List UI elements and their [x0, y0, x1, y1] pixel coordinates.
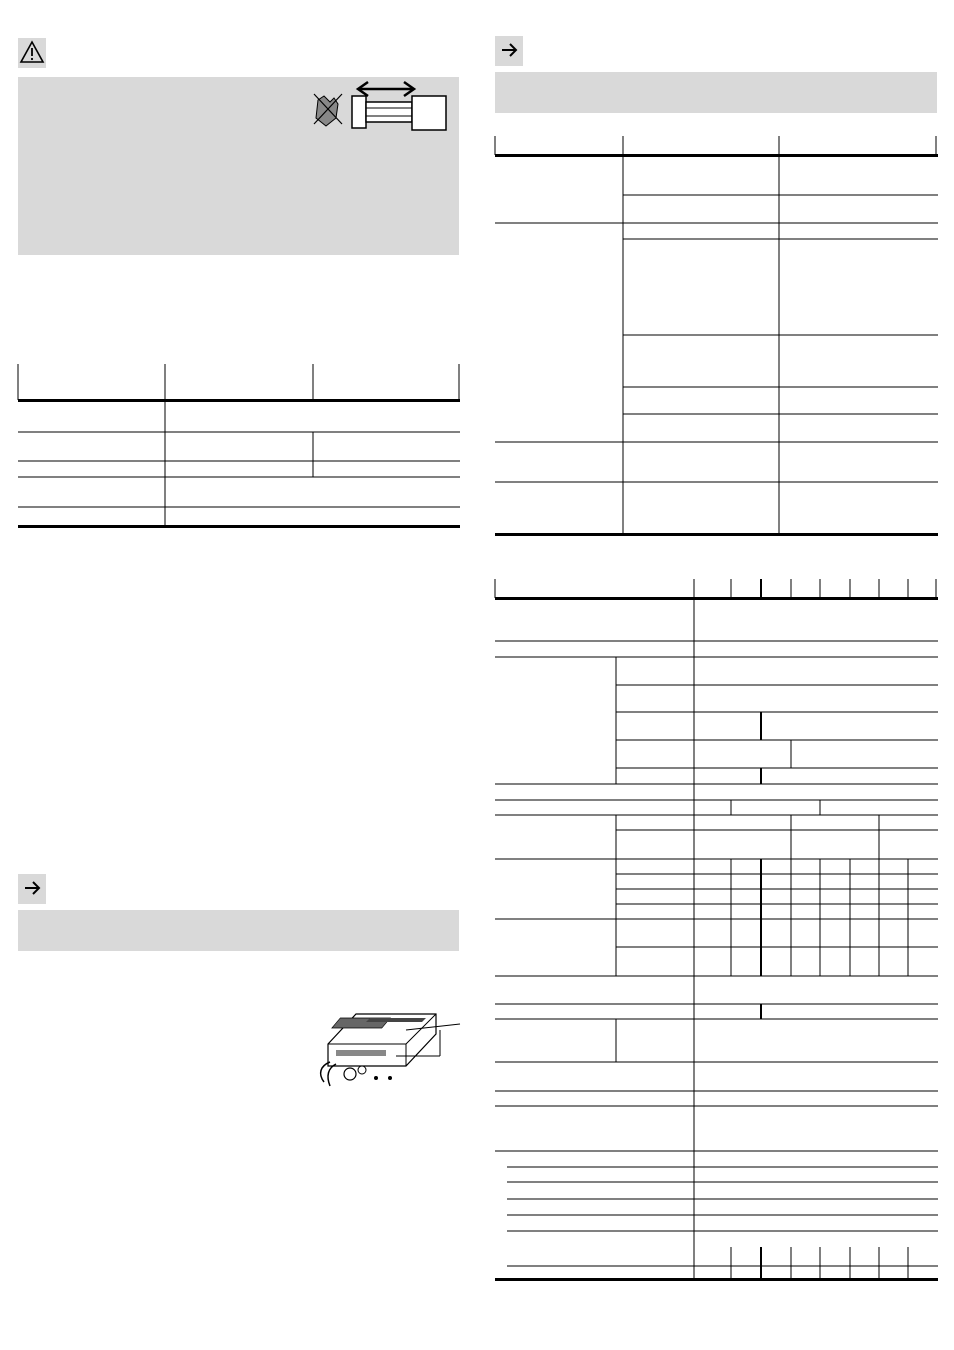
note-icon-box-left [18, 874, 46, 904]
fault-table-right [495, 136, 938, 540]
table-rule-thick [495, 597, 938, 600]
note-panel-left [18, 910, 459, 951]
warning-triangle-icon [18, 38, 46, 68]
arrow-right-icon [18, 874, 46, 904]
specifications-table-left [18, 364, 460, 530]
linear-drive-illustration [306, 1004, 466, 1094]
crush-hazard-illustration [308, 78, 450, 134]
note-icon-box-right [495, 36, 523, 66]
note-panel-right [495, 72, 937, 113]
table-rule-thick [495, 1278, 938, 1281]
warning-icon-box [18, 38, 46, 68]
arrow-right-icon [495, 36, 523, 66]
technical-data-table [495, 579, 938, 1285]
